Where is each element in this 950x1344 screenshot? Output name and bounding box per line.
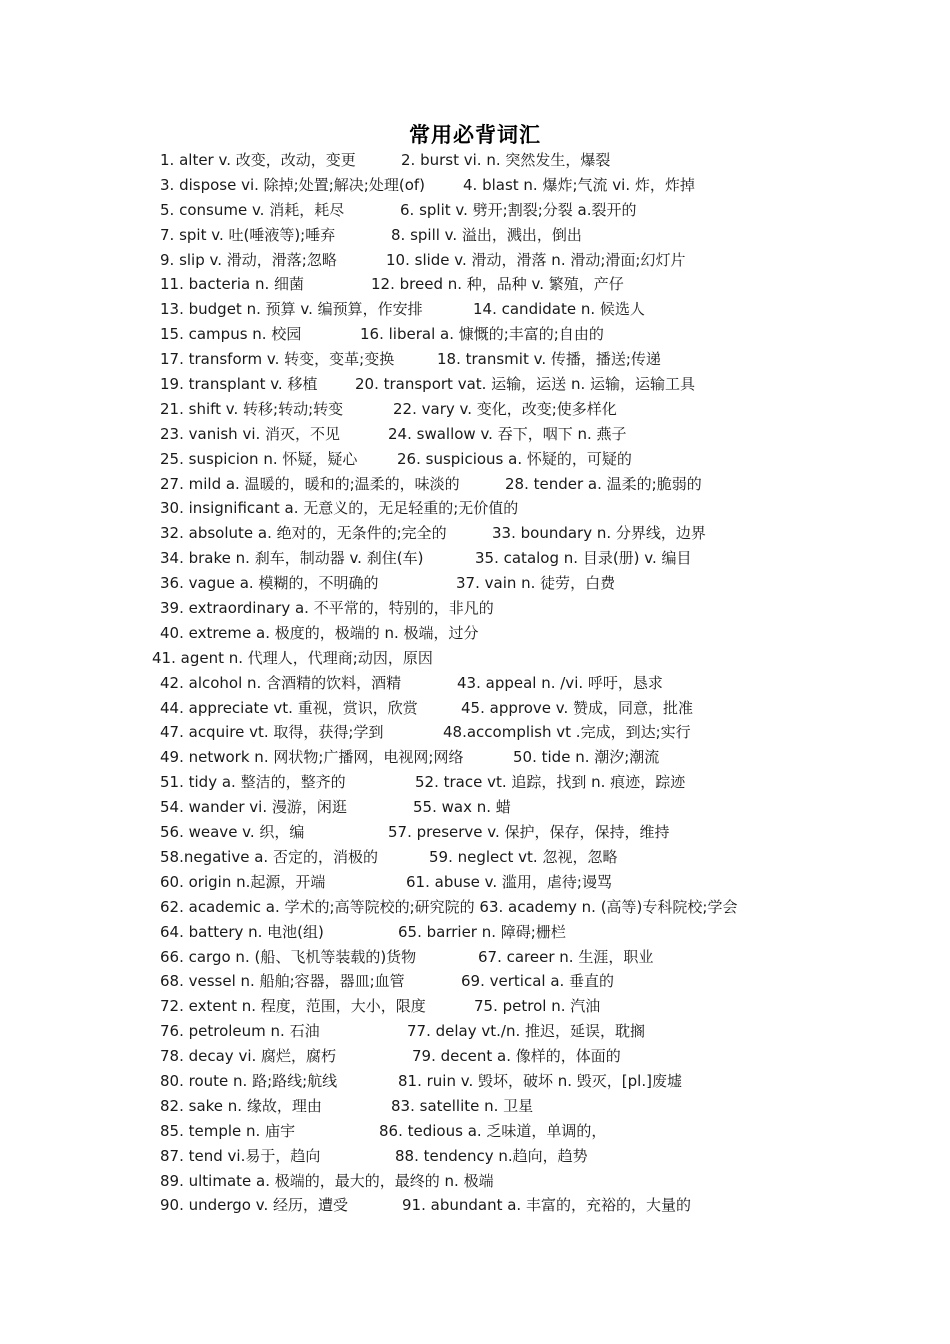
vocab-entry: 80. route n. 路;路线;航线 <box>160 1071 338 1090</box>
vocab-entry: 35. catalog n. 目录(册) v. 编目 <box>475 549 692 568</box>
vocab-entry: 28. tender a. 温柔的;脆弱的 <box>505 474 702 493</box>
vocab-entry: 58.negative a. 否定的，消极的 <box>160 847 378 866</box>
vocab-line <box>0 596 950 621</box>
vocab-entry: 45. approve v. 赞成，同意，批准 <box>461 698 693 717</box>
vocab-line <box>0 198 950 223</box>
vocab-entry: 67. career n. 生涯，职业 <box>478 947 654 966</box>
vocab-line <box>0 671 950 696</box>
vocab-entry: 13. budget n. 预算 v. 编预算，作安排 <box>160 300 423 319</box>
vocab-line <box>0 720 950 745</box>
vocab-entry: 41. agent n. 代理人，代理商;动因，原因 <box>152 648 433 667</box>
vocab-line <box>0 770 950 795</box>
vocab-entry: 21. shift v. 转移;转动;转变 <box>160 399 344 418</box>
vocab-entry: 65. barrier n. 障碍;栅栏 <box>398 922 566 941</box>
vocab-entry: 9. slip v. 滑动，滑落;忽略 <box>160 250 337 269</box>
vocab-entry: 23. vanish vi. 消灭，不见 <box>160 424 341 443</box>
vocab-line <box>0 945 950 970</box>
vocab-line <box>0 272 950 297</box>
vocab-entry: 18. transmit v. 传播，播送;传递 <box>437 350 661 369</box>
vocab-line <box>0 422 950 447</box>
vocab-line <box>0 1119 950 1144</box>
vocab-entry: 16. liberal a. 慷慨的;丰富的;自由的 <box>360 325 604 344</box>
vocab-line <box>0 795 950 820</box>
vocab-entry: 3. dispose vi. 除掉;处置;解决;处理(of) <box>160 175 425 194</box>
vocab-entry: 69. vertical a. 垂直的 <box>461 972 615 991</box>
vocab-line <box>0 397 950 422</box>
vocab-entry: 78. decay vi. 腐烂，腐朽 <box>160 1047 337 1066</box>
vocab-entry: 8. spill v. 溢出，溅出，倒出 <box>391 225 582 244</box>
vocab-entry: 5. consume v. 消耗，耗尽 <box>160 200 345 219</box>
vocab-entry: 2. burst vi. n. 突然发生，爆裂 <box>401 151 611 169</box>
vocab-entry: 24. swallow v. 吞下，咽下 n. 燕子 <box>388 424 627 443</box>
vocab-line <box>0 347 950 372</box>
vocab-entry: 25. suspicion n. 怀疑，疑心 <box>160 449 358 468</box>
vocab-entry: 89. ultimate a. 极端的，最大的，最终的 n. 极端 <box>160 1171 494 1190</box>
vocab-entry: 6. split v. 劈开;割裂;分裂 a.裂开的 <box>400 200 637 219</box>
vocab-entry: 60. origin n.起源，开端 <box>160 872 326 891</box>
vocab-entry: 90. undergo v. 经历，遭受 <box>160 1196 349 1215</box>
vocab-entry: 83. satellite n. 卫星 <box>391 1096 534 1115</box>
vocab-entry: 59. neglect vt. 忽视，忽略 <box>429 847 618 866</box>
vocab-entry: 49. network n. 网状物;广播网，电视网;网络 <box>160 748 464 767</box>
vocab-entry: 11. bacteria n. 细菌 <box>160 275 305 294</box>
vocab-entry: 88. tendency n.趋向，趋势 <box>395 1146 588 1165</box>
vocab-line <box>0 1094 950 1119</box>
vocab-line <box>0 1044 950 1069</box>
vocab-entry: 68. vessel n. 船舶;容器，器皿;血管 <box>160 972 405 991</box>
vocab-entry: 79. decent a. 像样的，体面的 <box>412 1047 621 1066</box>
page-title: 常用必背词汇 <box>409 122 541 147</box>
vocab-entry: 17. transform v. 转变，变革;变换 <box>160 350 395 369</box>
vocab-entry: 48.accomplish vt .完成，到达;实行 <box>443 723 691 742</box>
vocab-line <box>0 870 950 895</box>
vocab-line <box>0 496 950 521</box>
vocab-entry: 81. ruin v. 毁坏，破坏 n. 毁灭，[pl.]废墟 <box>398 1071 682 1090</box>
vocab-line <box>0 920 950 945</box>
vocab-entry: 77. delay vt./n. 推迟，延误，耽搁 <box>407 1022 646 1041</box>
vocab-line <box>0 571 950 596</box>
vocab-line <box>0 372 950 397</box>
vocab-entry: 54. wander vi. 漫游，闲逛 <box>160 798 347 817</box>
vocab-entry: 61. abuse v. 滥用，虐待;谩骂 <box>406 872 612 891</box>
vocab-line <box>0 148 950 173</box>
vocab-entry: 76. petroleum n. 石油 <box>160 1022 320 1041</box>
vocab-line <box>0 820 950 845</box>
vocab-line <box>0 173 950 198</box>
vocab-entry: 32. absolute a. 绝对的，无条件的;完全的 <box>160 524 447 543</box>
vocab-entry: 39. extraordinary a. 不平常的，特别的，非凡的 <box>160 599 494 618</box>
vocab-entry: 1. alter v. 改变，改动，变更 <box>160 151 356 169</box>
vocab-entry: 85. temple n. 庙宇 <box>160 1121 296 1140</box>
vocab-entry: 26. suspicious a. 怀疑的，可疑的 <box>397 449 632 468</box>
vocab-entry: 4. blast n. 爆炸;气流 vi. 炸，炸掉 <box>463 175 695 194</box>
vocab-line <box>0 248 950 273</box>
vocab-entry: 75. petrol n. 汽油 <box>474 997 601 1016</box>
vocab-entry: 55. wax n. 蜡 <box>413 798 511 817</box>
vocab-line <box>0 969 950 994</box>
vocab-entry: 52. trace vt. 追踪，找到 n. 痕迹，踪迹 <box>415 773 686 792</box>
vocab-line <box>0 447 950 472</box>
vocab-line <box>0 994 950 1019</box>
vocab-line <box>0 745 950 770</box>
vocab-entry: 82. sake n. 缘故，理由 <box>160 1096 322 1115</box>
vocab-line <box>0 1169 950 1194</box>
vocab-entry: 62. academic a. 学术的;高等院校的;研究院的 63. academy n. (高等)专科院校;学会 <box>160 897 738 916</box>
vocab-entry: 40. extreme a. 极度的，极端的 n. 极端，过分 <box>160 623 479 642</box>
vocab-entry: 7. spit v. 吐(唾液等);唾弃 <box>160 225 336 244</box>
vocab-list <box>0 148 950 1218</box>
vocab-line <box>0 322 950 347</box>
vocab-entry: 37. vain n. 徒劳，白费 <box>456 574 616 593</box>
vocab-entry: 50. tide n. 潮汐;潮流 <box>513 748 660 767</box>
vocab-entry: 87. tend vi.易于，趋向 <box>160 1146 321 1165</box>
vocab-entry: 56. weave v. 织，编 <box>160 823 305 842</box>
vocab-line <box>0 472 950 497</box>
vocab-entry: 47. acquire vt. 取得，获得;学到 <box>160 723 384 742</box>
vocab-line <box>0 546 950 571</box>
vocab-entry: 34. brake n. 刹车，制动器 v. 刹住(车) <box>160 549 424 568</box>
vocab-entry: 10. slide v. 滑动，滑落 n. 滑动;滑面;幻灯片 <box>386 250 686 269</box>
vocab-line <box>0 223 950 248</box>
vocab-entry: 91. abundant a. 丰富的，充裕的，大量的 <box>402 1196 691 1215</box>
vocab-entry: 66. cargo n. (船、飞机等装载的)货物 <box>160 947 417 966</box>
vocab-line <box>0 845 950 870</box>
vocab-entry: 86. tedious a. 乏味道，单调的， <box>379 1121 607 1140</box>
vocab-entry: 33. boundary n. 分界线，边界 <box>492 524 706 543</box>
vocab-entry: 36. vague a. 模糊的，不明确的 <box>160 574 379 593</box>
vocab-entry: 72. extent n. 程度，范围，大小，限度 <box>160 997 426 1016</box>
vocab-line <box>0 895 950 920</box>
vocab-line <box>0 621 950 646</box>
vocab-line <box>0 1069 950 1094</box>
vocab-line <box>0 521 950 546</box>
vocab-entry: 22. vary v. 变化，改变;使多样化 <box>393 399 617 418</box>
vocab-entry: 51. tidy a. 整洁的，整齐的 <box>160 773 346 792</box>
vocab-line <box>0 696 950 721</box>
vocab-entry: 44. appreciate vt. 重视，赏识，欣赏 <box>160 698 418 717</box>
vocab-line <box>0 1019 950 1044</box>
vocab-entry: 64. battery n. 电池(组) <box>160 922 324 941</box>
vocab-entry: 19. transplant v. 移植 <box>160 375 318 394</box>
vocab-entry: 43. appeal n. /vi. 呼吁，恳求 <box>457 673 663 692</box>
vocab-line <box>0 1144 950 1169</box>
vocab-entry: 42. alcohol n. 含酒精的饮料，酒精 <box>160 673 402 692</box>
vocab-entry: 27. mild a. 温暖的，暖和的;温柔的，味淡的 <box>160 474 460 493</box>
vocab-line <box>0 297 950 322</box>
vocab-entry: 12. breed n. 种，品种 v. 繁殖，产仔 <box>371 275 624 294</box>
vocab-entry: 14. candidate n. 候选人 <box>473 300 645 319</box>
vocab-entry: 30. insignificant a. 无意义的，无足轻重的;无价值的 <box>160 499 519 518</box>
vocab-entry: 57. preserve v. 保护，保存，保持，维持 <box>388 823 670 842</box>
vocab-entry: 15. campus n. 校园 <box>160 325 302 344</box>
vocab-line <box>0 646 950 671</box>
vocab-line <box>0 1193 950 1218</box>
vocab-entry: 20. transport vat. 运输，运送 n. 运输，运输工具 <box>355 375 695 394</box>
